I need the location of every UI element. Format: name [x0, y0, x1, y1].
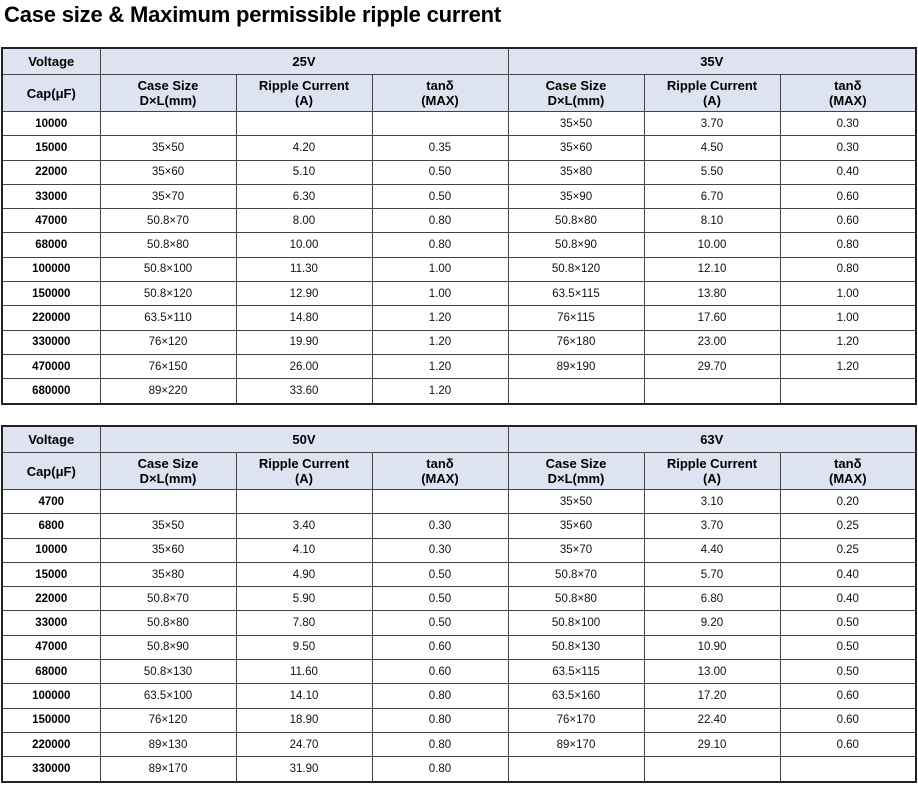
- ripple-current-cell: 3.70: [644, 514, 780, 538]
- ripple-current-cell: 29.10: [644, 732, 780, 756]
- capacitance-cell: 33000: [2, 184, 100, 208]
- ripple-current-cell: 4.50: [644, 136, 780, 160]
- ripple-current-cell: 3.70: [644, 112, 780, 136]
- case-size-cell: 63.5×115: [508, 660, 644, 684]
- table-row: [2, 660, 916, 684]
- tan-delta-cell: 0.50: [372, 611, 508, 635]
- tan-delta-cell: 0.30: [372, 514, 508, 538]
- ripple-current-cell: 9.50: [236, 635, 372, 659]
- table-row: [2, 708, 916, 732]
- case-size-cell: [508, 757, 644, 782]
- tan-delta-cell: 0.30: [372, 538, 508, 562]
- capacitance-cell: 15000: [2, 562, 100, 586]
- table-row: [2, 684, 916, 708]
- ripple-current-cell: 14.10: [236, 684, 372, 708]
- capacitance-cell: 10000: [2, 538, 100, 562]
- ripple-table-50v-63v: [1, 425, 917, 783]
- capacitance-cell: 6800: [2, 514, 100, 538]
- case-size-cell: 50.8×120: [100, 282, 236, 306]
- tan-delta-cell: 0.25: [780, 538, 916, 562]
- tan-delta-cell: 0.80: [372, 732, 508, 756]
- case-size-header: Case Size D×L(mm): [100, 75, 236, 112]
- capacitance-cell: 100000: [2, 257, 100, 281]
- ripple-current-cell: 4.10: [236, 538, 372, 562]
- case-size-cell: 35×50: [100, 514, 236, 538]
- case-size-cell: 63.5×100: [100, 684, 236, 708]
- tan-delta-cell: 1.20: [780, 330, 916, 354]
- case-size-cell: 63.5×160: [508, 684, 644, 708]
- tan-delta-cell: 0.40: [780, 587, 916, 611]
- tan-delta-cell: 0.50: [780, 635, 916, 659]
- case-size-cell: 76×180: [508, 330, 644, 354]
- tan-delta-cell: 0.60: [780, 708, 916, 732]
- ripple-current-cell: 4.40: [644, 538, 780, 562]
- voltage-header: Voltage: [2, 426, 100, 453]
- tan-delta-cell: 0.40: [780, 160, 916, 184]
- case-size-cell: 63.5×115: [508, 282, 644, 306]
- capacitance-cell: 330000: [2, 330, 100, 354]
- table-row: [2, 587, 916, 611]
- table-row: [2, 611, 916, 635]
- ripple-table-25v-35v: [1, 47, 917, 405]
- case-size-cell: 50.8×80: [100, 611, 236, 635]
- ripple-current-cell: 10.00: [236, 233, 372, 257]
- capacitance-cell: 10000: [2, 112, 100, 136]
- tan-delta-cell: 0.50: [372, 160, 508, 184]
- tan-delta-header: tanδ (MAX): [372, 453, 508, 490]
- case-size-cell: 76×120: [100, 708, 236, 732]
- ripple-current-cell: 11.60: [236, 660, 372, 684]
- ripple-current-cell: [236, 112, 372, 136]
- table-row: [2, 757, 916, 782]
- case-size-cell: 63.5×110: [100, 306, 236, 330]
- capacitance-cell: 680000: [2, 379, 100, 404]
- case-size-header: Case Size D×L(mm): [508, 453, 644, 490]
- tan-delta-cell: 0.80: [780, 233, 916, 257]
- capacitance-cell: 220000: [2, 732, 100, 756]
- case-size-cell: 35×90: [508, 184, 644, 208]
- ripple-current-cell: 23.00: [644, 330, 780, 354]
- tan-delta-cell: 0.80: [372, 708, 508, 732]
- table-row: [2, 490, 916, 514]
- case-size-cell: 35×50: [100, 136, 236, 160]
- tan-delta-cell: 0.80: [372, 684, 508, 708]
- ripple-current-cell: 12.90: [236, 282, 372, 306]
- table-row: [2, 282, 916, 306]
- tan-delta-cell: 0.30: [780, 136, 916, 160]
- case-size-cell: 50.8×100: [100, 257, 236, 281]
- case-size-cell: 50.8×80: [508, 587, 644, 611]
- tan-delta-cell: 0.60: [780, 184, 916, 208]
- ripple-current-cell: 5.50: [644, 160, 780, 184]
- tan-delta-cell: 0.80: [780, 257, 916, 281]
- case-size-header: Case Size D×L(mm): [508, 75, 644, 112]
- ripple-current-cell: 29.70: [644, 354, 780, 378]
- table-row: [2, 732, 916, 756]
- tan-delta-cell: 0.60: [372, 635, 508, 659]
- table-row: [2, 354, 916, 378]
- case-size-cell: [508, 379, 644, 404]
- case-size-header: Case Size D×L(mm): [100, 453, 236, 490]
- ripple-current-cell: 5.70: [644, 562, 780, 586]
- case-size-cell: 50.8×90: [100, 635, 236, 659]
- case-size-cell: 50.8×70: [100, 587, 236, 611]
- ripple-current-cell: 9.20: [644, 611, 780, 635]
- case-size-cell: 35×80: [100, 562, 236, 586]
- case-size-cell: 50.8×80: [508, 209, 644, 233]
- tan-delta-cell: 0.80: [372, 209, 508, 233]
- case-size-cell: 50.8×130: [508, 635, 644, 659]
- capacitance-cell: 47000: [2, 635, 100, 659]
- case-size-cell: 89×190: [508, 354, 644, 378]
- table-row: [2, 257, 916, 281]
- ripple-current-cell: [644, 379, 780, 404]
- capacitance-cell: 47000: [2, 209, 100, 233]
- tan-delta-cell: 0.30: [780, 112, 916, 136]
- capacitance-cell: 15000: [2, 136, 100, 160]
- tan-delta-cell: 0.50: [780, 660, 916, 684]
- capacitance-cell: 330000: [2, 757, 100, 782]
- ripple-current-cell: 3.40: [236, 514, 372, 538]
- ripple-current-cell: 6.80: [644, 587, 780, 611]
- tan-delta-cell: [372, 490, 508, 514]
- ripple-current-cell: 13.00: [644, 660, 780, 684]
- case-size-cell: 50.8×130: [100, 660, 236, 684]
- ripple-current-header: Ripple Current (A): [644, 453, 780, 490]
- tan-delta-cell: 0.80: [372, 757, 508, 782]
- tan-delta-cell: 1.20: [372, 354, 508, 378]
- case-size-cell: 50.8×90: [508, 233, 644, 257]
- tan-delta-cell: 1.20: [372, 306, 508, 330]
- tan-delta-cell: 1.20: [372, 379, 508, 404]
- tan-delta-cell: 0.25: [780, 514, 916, 538]
- table-row: [2, 635, 916, 659]
- table-row: [2, 136, 916, 160]
- tan-delta-cell: 0.35: [372, 136, 508, 160]
- ripple-current-cell: 12.10: [644, 257, 780, 281]
- tan-delta-cell: [780, 379, 916, 404]
- case-size-cell: 35×60: [100, 160, 236, 184]
- capacitance-cell: 220000: [2, 306, 100, 330]
- case-size-cell: 35×80: [508, 160, 644, 184]
- case-size-cell: 35×60: [508, 136, 644, 160]
- tan-delta-cell: 0.20: [780, 490, 916, 514]
- ripple-current-cell: 24.70: [236, 732, 372, 756]
- ripple-current-cell: 11.30: [236, 257, 372, 281]
- ripple-current-cell: 14.80: [236, 306, 372, 330]
- tan-delta-cell: 1.00: [372, 282, 508, 306]
- tan-delta-cell: 0.50: [372, 184, 508, 208]
- case-size-cell: 35×70: [508, 538, 644, 562]
- table-row: [2, 562, 916, 586]
- voltage-group-header: 63V: [508, 426, 916, 453]
- capacitance-cell: 150000: [2, 708, 100, 732]
- page-title: Case size & Maximum permissible ripple current: [4, 2, 501, 27]
- capacitance-cell: 470000: [2, 354, 100, 378]
- table-row: [2, 514, 916, 538]
- ripple-current-cell: 17.60: [644, 306, 780, 330]
- capacitance-cell: 33000: [2, 611, 100, 635]
- voltage-group-header: 25V: [100, 48, 508, 75]
- ripple-current-cell: 18.90: [236, 708, 372, 732]
- case-size-cell: [100, 490, 236, 514]
- capacitance-cell: 68000: [2, 233, 100, 257]
- voltage-group-header: 50V: [100, 426, 508, 453]
- tan-delta-cell: 1.00: [780, 306, 916, 330]
- table-row: [2, 538, 916, 562]
- case-size-cell: 35×50: [508, 490, 644, 514]
- ripple-current-cell: 3.10: [644, 490, 780, 514]
- table-row: [2, 330, 916, 354]
- tan-delta-cell: 0.60: [780, 209, 916, 233]
- ripple-current-cell: 7.80: [236, 611, 372, 635]
- capacitance-header: Cap(μF): [2, 75, 100, 112]
- case-size-cell: 50.8×70: [508, 562, 644, 586]
- case-size-cell: 50.8×100: [508, 611, 644, 635]
- ripple-current-cell: 4.90: [236, 562, 372, 586]
- case-size-cell: 50.8×70: [100, 209, 236, 233]
- ripple-current-cell: 5.10: [236, 160, 372, 184]
- tan-delta-cell: 1.20: [780, 354, 916, 378]
- case-size-cell: 50.8×80: [100, 233, 236, 257]
- case-size-cell: 89×170: [100, 757, 236, 782]
- case-size-cell: 35×60: [508, 514, 644, 538]
- case-size-cell: 35×50: [508, 112, 644, 136]
- ripple-current-cell: 33.60: [236, 379, 372, 404]
- capacitance-cell: 22000: [2, 587, 100, 611]
- tan-delta-cell: 1.20: [372, 330, 508, 354]
- table-row: [2, 184, 916, 208]
- capacitance-cell: 100000: [2, 684, 100, 708]
- capacitance-cell: 4700: [2, 490, 100, 514]
- table-row: [2, 306, 916, 330]
- ripple-current-cell: 6.70: [644, 184, 780, 208]
- tan-delta-header: tanδ (MAX): [780, 453, 916, 490]
- table-row: [2, 112, 916, 136]
- capacitance-cell: 22000: [2, 160, 100, 184]
- case-size-cell: 35×70: [100, 184, 236, 208]
- voltage-group-header: 35V: [508, 48, 916, 75]
- tan-delta-cell: 1.00: [372, 257, 508, 281]
- ripple-current-cell: 13.80: [644, 282, 780, 306]
- tan-delta-cell: 0.50: [780, 611, 916, 635]
- ripple-current-cell: [236, 490, 372, 514]
- ripple-current-cell: [644, 757, 780, 782]
- ripple-current-cell: 5.90: [236, 587, 372, 611]
- case-size-cell: 76×150: [100, 354, 236, 378]
- case-size-cell: 89×220: [100, 379, 236, 404]
- tan-delta-cell: [780, 757, 916, 782]
- case-size-cell: 76×115: [508, 306, 644, 330]
- case-size-cell: 89×130: [100, 732, 236, 756]
- case-size-cell: [100, 112, 236, 136]
- tan-delta-cell: 0.60: [780, 732, 916, 756]
- case-size-cell: 35×60: [100, 538, 236, 562]
- ripple-current-cell: 10.90: [644, 635, 780, 659]
- voltage-header: Voltage: [2, 48, 100, 75]
- capacitance-header: Cap(μF): [2, 453, 100, 490]
- ripple-current-cell: 10.00: [644, 233, 780, 257]
- ripple-current-cell: 6.30: [236, 184, 372, 208]
- tan-delta-header: tanδ (MAX): [780, 75, 916, 112]
- ripple-current-cell: 19.90: [236, 330, 372, 354]
- ripple-current-cell: 31.90: [236, 757, 372, 782]
- tan-delta-header: tanδ (MAX): [372, 75, 508, 112]
- ripple-current-cell: 22.40: [644, 708, 780, 732]
- ripple-current-cell: 4.20: [236, 136, 372, 160]
- case-size-cell: 50.8×120: [508, 257, 644, 281]
- ripple-current-cell: 8.10: [644, 209, 780, 233]
- table-row: [2, 379, 916, 404]
- ripple-current-cell: 17.20: [644, 684, 780, 708]
- ripple-current-cell: 8.00: [236, 209, 372, 233]
- tan-delta-cell: 0.40: [780, 562, 916, 586]
- tan-delta-cell: 0.80: [372, 233, 508, 257]
- tan-delta-cell: 0.60: [780, 684, 916, 708]
- ripple-current-cell: 26.00: [236, 354, 372, 378]
- capacitance-cell: 68000: [2, 660, 100, 684]
- tan-delta-cell: [372, 112, 508, 136]
- table-row: [2, 233, 916, 257]
- table-row: [2, 209, 916, 233]
- ripple-current-header: Ripple Current (A): [644, 75, 780, 112]
- tan-delta-cell: 1.00: [780, 282, 916, 306]
- case-size-cell: 76×120: [100, 330, 236, 354]
- case-size-cell: 76×170: [508, 708, 644, 732]
- case-size-cell: 89×170: [508, 732, 644, 756]
- table-row: [2, 160, 916, 184]
- tan-delta-cell: 0.50: [372, 587, 508, 611]
- capacitance-cell: 150000: [2, 282, 100, 306]
- ripple-current-header: Ripple Current (A): [236, 75, 372, 112]
- tan-delta-cell: 0.60: [372, 660, 508, 684]
- ripple-current-header: Ripple Current (A): [236, 453, 372, 490]
- tan-delta-cell: 0.50: [372, 562, 508, 586]
